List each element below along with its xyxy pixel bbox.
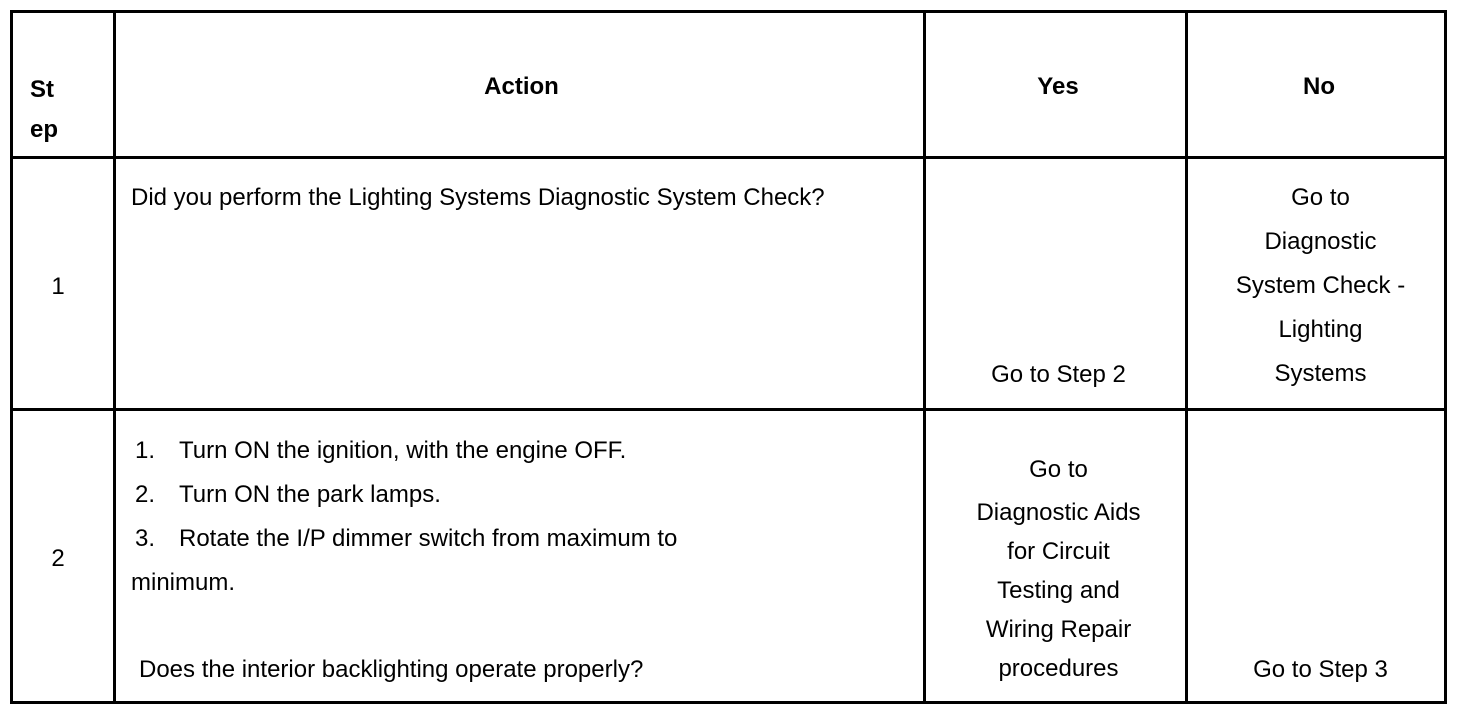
row2-step: 2 — [51, 545, 65, 572]
row2-yes-line: Wiring Repair — [985, 616, 1132, 643]
row1-yes: Go to Step 2 — [991, 361, 1126, 388]
header-step — [30, 70, 90, 150]
list-item-number: 1. — [135, 437, 156, 464]
header-no: No — [1303, 73, 1335, 100]
row1-no — [1193, 176, 1448, 396]
row-divider-row1 — [13, 408, 1444, 411]
list-item-text: Turn ON the ignition, with the engine OFF. — [179, 437, 627, 464]
header-step-line: St — [30, 76, 54, 103]
row1-no-line: System Check - — [1235, 272, 1406, 299]
column-divider-step-action — [113, 13, 116, 701]
row2-yes-line: Go to — [1029, 456, 1088, 483]
column-divider-action-yes — [923, 13, 926, 701]
list-item-number: 2. — [135, 481, 156, 508]
row2-action — [131, 429, 921, 692]
row2-question: Does the interior backlighting operate properly? — [139, 656, 644, 683]
row1-no-line: Go to — [1291, 184, 1350, 211]
header-action: Action — [484, 73, 559, 100]
list-item-number: 3. — [135, 525, 156, 552]
list-item-text: Rotate the I/P dimmer switch from maximum to — [179, 525, 678, 552]
header-yes: Yes — [1037, 73, 1079, 100]
list-item — [131, 473, 921, 517]
row-divider-header — [13, 156, 1444, 159]
list-item-continuation: minimum. — [131, 569, 236, 596]
row1-step: 1 — [51, 273, 65, 300]
row2-yes-line: for Circuit — [1007, 538, 1110, 565]
row2-yes — [931, 450, 1186, 688]
row1-no-line: Systems — [1274, 360, 1367, 387]
row2-yes-line: Testing and — [997, 577, 1120, 604]
row1-action: Did you perform the Lighting Systems Diagnostic System Check? — [131, 184, 825, 211]
row2-no: Go to Step 3 — [1253, 656, 1388, 683]
row1-no-line: Diagnostic — [1264, 228, 1377, 255]
list-item — [131, 517, 921, 605]
diagnostic-table — [10, 10, 1447, 704]
list-item-text: Turn ON the park lamps. — [179, 481, 441, 508]
list-item — [131, 429, 921, 473]
row2-yes-line: procedures — [998, 655, 1119, 682]
row2-yes-line: Diagnostic Aids — [976, 499, 1141, 526]
header-step-line: ep — [30, 116, 59, 143]
row1-no-line: Lighting — [1278, 316, 1363, 343]
